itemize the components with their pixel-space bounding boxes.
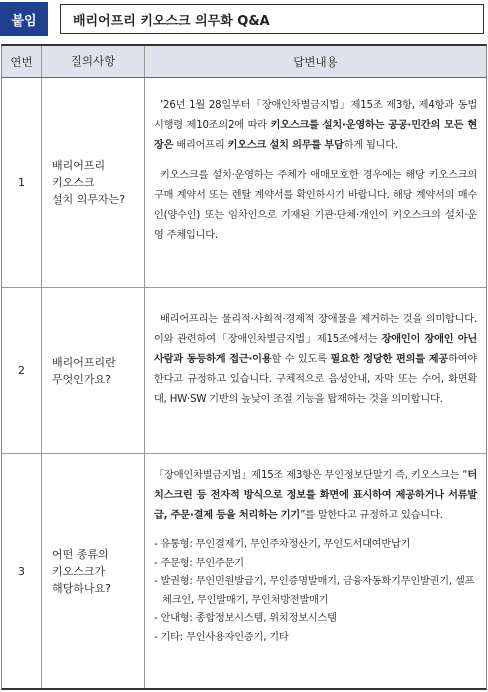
row-number: 1 xyxy=(2,78,42,287)
table-row xyxy=(2,288,486,454)
qa-table xyxy=(1,44,487,690)
table-row xyxy=(2,78,486,288)
answer-paragraph: 키오스크를 설치·운영하는 주체가 애매모호한 경우에는 해당 키오스크의 구매 계약서 또는 렌탈 계약서를 확인하시기 바랍니다. 해당 계약서의 매수인(양수인) 또는 임차인으로 기재된 기관·단체·개인이 키오스크의 설치·운영 주체입니다. xyxy=(154,170,477,241)
row-question xyxy=(42,78,145,287)
answer-paragraph: ’26년 1월 28일부터「장애인차별금지법」제15조 제3항, 제4항과 동법 시행령 제10조의2에 따라 키오스크를 설치·운영하는 공공·민간의 모든 현장은 배리어프리 키오스크 설치 의무를 부담하게 됩니다. xyxy=(154,100,477,151)
row-answer xyxy=(145,78,486,287)
document-header xyxy=(0,0,488,36)
attachment-badge: 붙임 xyxy=(0,2,48,36)
answer-paragraph: 배리어프리는 물리적·사회적·경제적 장애물을 제거하는 것을 의미합니다. 이와 관련하여「장애인차별금지법」제15조에서는 장애인이 장애인 아닌 사람과 동등하게 접근·이용할 수 있도록 필요한 정당한 편의를 제공하여야 한다고 규정하고 있습니다. 구체적으로 음성안내, 자막 또는 수어, 화면확대, HW·SW 기반의 높낮이 조절 기능을 탑재하는 것을 의미합니다. xyxy=(154,314,478,405)
row-answer xyxy=(145,454,486,688)
question-line: 해당하나요? xyxy=(52,581,111,595)
column-header-answer: 답변내용 xyxy=(293,54,338,69)
row-question xyxy=(42,288,145,453)
table-header-row xyxy=(2,46,486,78)
column-header-question: 질의사항 xyxy=(42,46,145,77)
question-line: 배리어프리란 xyxy=(52,355,116,369)
table-row xyxy=(2,454,486,688)
row-question xyxy=(42,454,145,688)
list-item: - 기타: 무인사용자인증기, 기타 xyxy=(154,631,289,643)
list-item: - 유통형: 무인결제기, 무인주차정산기, 무인도서대여반납기 xyxy=(154,539,411,550)
question-line: 설치 의무자는? xyxy=(52,193,126,206)
answer-paragraph: 「장애인차별금지법」제15조 제3항은 무인정보단말기 즉, 키오스크는 “터치스크린 등 전자적 방식으로 정보를 화면에 표시하여 제공하거나 서류발급, 주문·결제 등을 처리하는 기기”를 말한다고 규정하고 있습니다. xyxy=(154,470,477,521)
list-item: - 주문형: 무인주문기 xyxy=(154,557,244,569)
document-title: 배리어프리 키오스크 의무화 Q&A xyxy=(60,4,484,34)
question-line: 키오스크가 xyxy=(52,564,106,578)
question-line: 무엇인가요? xyxy=(52,372,111,386)
column-header-number: 연번 xyxy=(2,46,42,77)
kiosk-type-list xyxy=(154,536,477,647)
question-line: 배리어프리 xyxy=(52,159,106,172)
row-answer xyxy=(145,288,486,453)
question-line: 키오스크 xyxy=(52,176,95,189)
row-number: 3 xyxy=(2,454,42,688)
list-item: - 발권형: 무인민원발급기, 무인증명발매기, 금융자동화기무인발권기, 셀프체크인, 무인발매기, 무인처방전발매기 xyxy=(154,576,475,606)
question-line: 어떤 종류의 xyxy=(52,547,109,561)
row-number: 2 xyxy=(2,288,42,453)
list-item: - 안내형: 종합정보시스템, 위치정보시스템 xyxy=(154,613,337,624)
